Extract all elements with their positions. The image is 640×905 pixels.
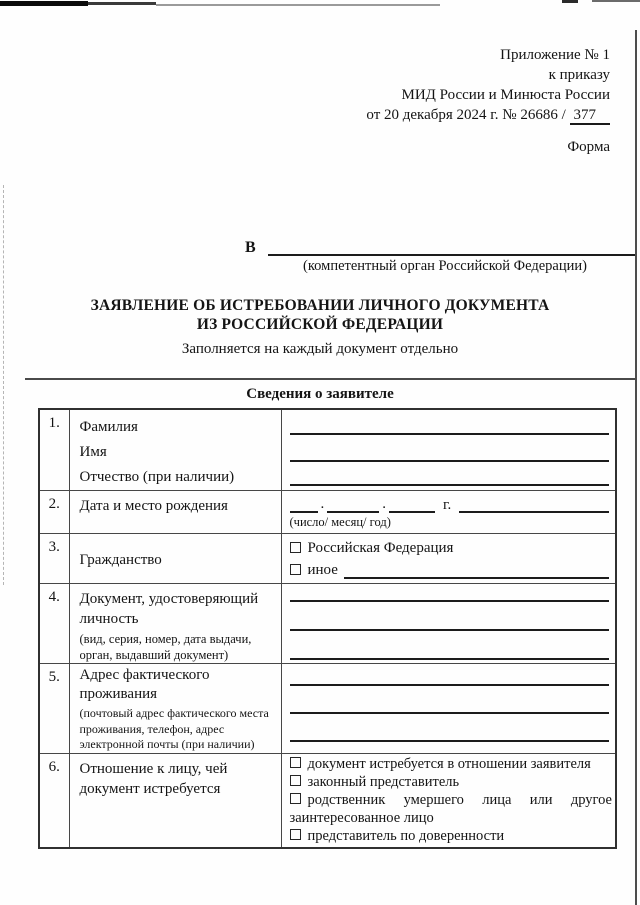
row-label: Отношение к лицу, чей документ истребуется <box>69 753 281 848</box>
approval-order-line <box>0 105 610 125</box>
blank-year <box>389 491 435 514</box>
row-number: 5. <box>39 664 69 754</box>
year-abbreviation: г. <box>443 497 452 513</box>
addressee-caption: (компетентный орган Российской Федерации) <box>303 258 587 274</box>
row-label <box>69 409 281 491</box>
approval-block <box>0 0 640 125</box>
scan-artifact-page-edge-right <box>635 30 637 905</box>
row-value <box>281 534 616 584</box>
row-label <box>69 584 281 664</box>
row-value <box>281 584 616 664</box>
blank-day <box>290 491 318 514</box>
row-number: 4. <box>39 584 69 664</box>
blank-line <box>290 631 610 660</box>
option-label: законный представитель <box>307 773 460 790</box>
row-value <box>281 753 616 848</box>
label-name: Имя <box>79 444 107 460</box>
row-label: Гражданство <box>69 534 281 584</box>
form-label: Форма <box>567 139 610 155</box>
blank-month <box>327 491 379 514</box>
document-subtitle: Заполняется на каждый документ отдельно <box>181 341 459 357</box>
checkbox-icon <box>290 775 301 786</box>
addressee-prefix: В <box>245 239 256 256</box>
approval-to-order: к приказу <box>548 67 610 83</box>
row-number: 1. <box>39 409 69 491</box>
document-title-line2: ИЗ РОССИЙСКОЙ ФЕДЕРАЦИИ <box>196 315 444 333</box>
section-title: Сведения о заявителе <box>246 386 394 402</box>
document-title <box>0 297 640 334</box>
horizontal-rule <box>25 378 635 380</box>
label-identity-document: Документ, удостоверяющий личность <box>79 591 259 627</box>
option-legal-representative <box>290 773 613 791</box>
table-row-birth-date-place <box>39 491 616 534</box>
blank-line <box>290 435 610 462</box>
blank-line <box>290 602 610 631</box>
option-other-citizenship <box>290 559 610 579</box>
option-representative-by-proxy <box>290 827 613 845</box>
row-number: 6. <box>39 753 69 848</box>
option-russian-federation <box>290 538 610 559</box>
row-label: Дата и место рождения <box>69 491 281 534</box>
label-residential-address: Адрес фактического проживания <box>79 667 210 702</box>
label-surname: Фамилия <box>79 419 138 435</box>
checkbox-icon <box>290 564 301 575</box>
option-label: представитель по доверенности <box>307 827 505 844</box>
table-row-residential-address <box>39 664 616 754</box>
checkbox-icon <box>290 829 301 840</box>
scan-artifact-top-bar <box>88 2 156 5</box>
scan-artifact-top-mark <box>592 0 640 2</box>
label-identity-document-note: (вид, серия, номер, дата выдачи, орган, выдавший документ) <box>79 632 252 662</box>
option-label: родственник умершего лица или другое заинтересованное лицо <box>289 791 612 826</box>
table-row-relation-to-person <box>39 753 616 848</box>
row-value <box>281 409 616 491</box>
checkbox-icon <box>290 757 301 768</box>
blank-birth-place <box>459 491 609 514</box>
table-row-identity-document <box>39 584 616 664</box>
label-residential-address-note: (почтовый адрес фактического места проживания, телефон, адрес электронной почты (при наличии) <box>79 706 269 751</box>
scan-artifact-top-bar <box>0 1 88 6</box>
table-row-citizenship <box>39 534 616 584</box>
document-title-line1: ЗАЯВЛЕНИЕ ОБ ИСТРЕБОВАНИИ ЛИЧНОГО ДОКУМЕНТА <box>90 297 550 314</box>
order-date-number: от 20 декабря 2024 г. № 26686 / <box>366 107 566 123</box>
option-document-for-applicant <box>290 755 613 773</box>
blank-line <box>290 584 610 602</box>
addressee-block <box>0 239 640 275</box>
label-patronymic: Отчество (при наличии) <box>79 469 235 485</box>
addressee-blank-line <box>268 239 635 256</box>
scan-artifact-top-mark <box>562 0 578 3</box>
row-label <box>69 664 281 754</box>
date-format-hint: (число/ месяц/ год) <box>289 515 391 529</box>
option-label: Российская Федерация <box>307 540 454 556</box>
option-label: иное <box>307 562 338 578</box>
checkbox-icon <box>290 542 301 553</box>
row-value <box>281 664 616 754</box>
table-row-surname-name-patronymic <box>39 409 616 491</box>
blank-line <box>290 664 610 686</box>
blank-line <box>290 714 610 742</box>
approval-appendix: Приложение № 1 <box>500 47 610 63</box>
approval-agencies: МИД России и Минюста России <box>401 87 610 103</box>
blank-line <box>290 462 610 486</box>
row-value <box>281 491 616 534</box>
scan-artifact-top-bar <box>156 4 440 6</box>
checkbox-icon <box>290 793 301 804</box>
applicant-info-table <box>38 408 617 849</box>
order-second-number: 377 <box>570 107 611 125</box>
blank-line <box>290 410 610 435</box>
date-separator: . <box>320 496 325 512</box>
option-relative-or-interested-person <box>290 791 613 827</box>
blank-line <box>290 686 610 714</box>
blank-line <box>344 559 609 579</box>
date-separator: . <box>382 496 386 512</box>
option-label: документ истребуется в отношении заявителя <box>307 755 591 772</box>
row-number: 2. <box>39 491 69 534</box>
row-number: 3. <box>39 534 69 584</box>
